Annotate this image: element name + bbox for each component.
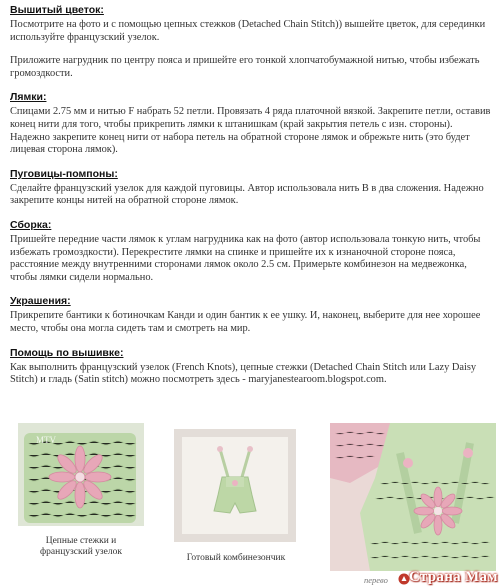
knit-flower-image — [18, 423, 144, 526]
document-page — [10, 4, 492, 387]
photo-romper — [174, 429, 296, 542]
caption-flower: Цепные стежки и французский узелок — [40, 536, 122, 557]
photo-strip — [0, 423, 500, 587]
decorations-paragraph: Прикрепите бантики к ботиночкам Канди и один бантик к ее ушку. И, наконец, выберите для нее хорошее место, чтобы она могла сидеть там и смотреть на мир. — [10, 310, 481, 334]
section-embroidery-help — [10, 347, 492, 387]
photo-mark-text: MTV — [36, 435, 56, 445]
caption-translation-partial: перево — [364, 575, 388, 585]
photo-bear — [330, 423, 496, 571]
bear-image — [330, 423, 496, 571]
straps-paragraph: Спицами 2.75 мм и нитью F набрать 52 петли. Провязать 4 ряда платочной вязкой. Закрепите петли, оставив конец нити для того, чтобы прикрепить лямки к штанишкам (край закрытия петель с изн. стороны). Надежно закрепите конец нити от набора петель на обратной стороне лямок и обрежьте нить (это будет лицевая сторона лямок). — [10, 106, 491, 156]
help-paragraph: Как выполнить французский узелок (French Knots), цепные стежки (Detached Chain Stitch или Lazy Daisy Stitch) и гладь (Satin stitch) можно посмотреть здесь - maryjanestearoom.blogspot.com. — [10, 361, 477, 386]
assembly-paragraph: Пришейте передние части лямок к углам нагрудника как на фото (автор использовала тонкую нить, чтобы избежать громоздкости). Перекрестите лямки на спинке и пришейте их к изнаночной стороне пояса, расстояние между внутренними сторонами лямок около 2.5 см. Примерьте комбинезон на медвежонка, чтобы лямки сидели нормально. — [10, 233, 481, 283]
heading-embroidery-help: Помощь по вышивке: — [10, 346, 124, 359]
romper-image — [182, 437, 288, 534]
site-watermark: Страна Мам — [409, 569, 498, 585]
section-pompom-buttons — [10, 168, 492, 208]
caption-romper: Готовый комбинезончик — [186, 553, 286, 563]
flower-paragraph-1: Посмотрите на фото и с помощью цепных стежков (Detached Chain Stitch)) вышейте цветок, для серединки используйте французский узелок. — [10, 19, 486, 43]
section-assembly — [10, 219, 492, 284]
section-embroidered-flower — [10, 4, 492, 80]
buttons-paragraph: Сделайте французский узелок для каждой пуговицы. Автор использовала нить B в два сложения. Надежно закрепите концы нитей на обратной стороне лямок. — [10, 182, 484, 207]
heading-straps: Лямки: — [10, 91, 47, 104]
section-straps — [10, 91, 492, 156]
heading-decorations: Украшения: — [10, 295, 71, 308]
heading-assembly: Сборка: — [10, 218, 52, 231]
heading-pompom-buttons: Пуговицы-помпоны: — [10, 167, 118, 180]
photo-flower-closeup — [18, 423, 144, 526]
photo-romper-frame — [182, 437, 288, 534]
heading-embroidered-flower: Вышитый цветок: — [10, 4, 104, 16]
section-decorations — [10, 295, 492, 335]
flower-paragraph-2: Приложите нагрудник по центру пояса и пришейте его тонкой хлопчатобумажной нитью, чтобы избежать громоздкости. — [10, 55, 480, 79]
